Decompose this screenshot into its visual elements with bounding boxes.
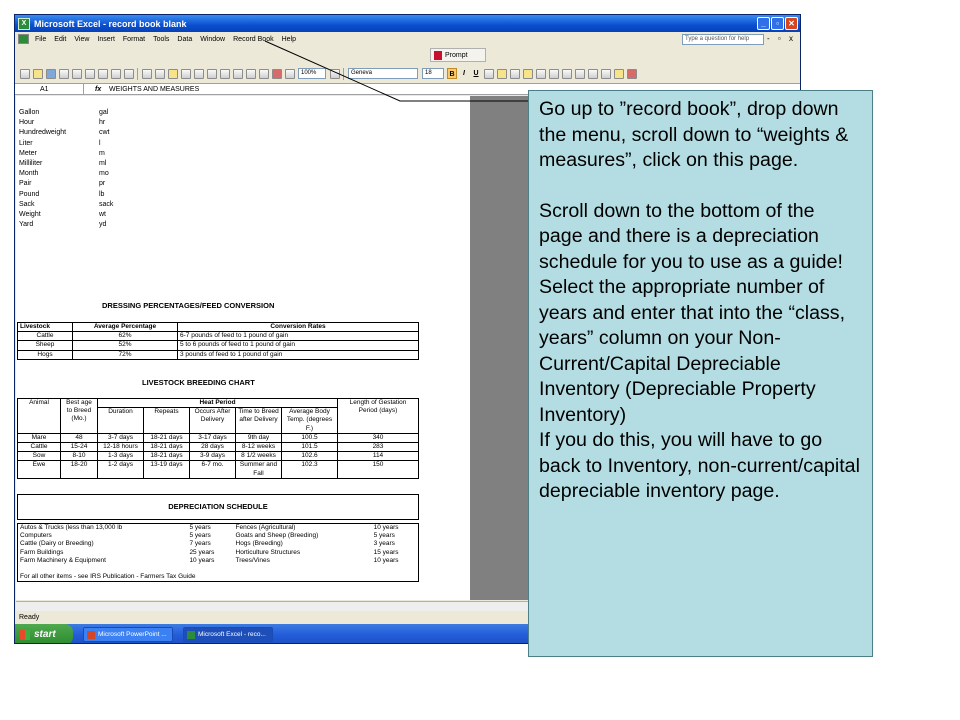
table-cell: Computers — [20, 532, 52, 540]
breeding-sub-temp: Average Body Temp. (degrees F.) — [282, 408, 338, 434]
zoom-select[interactable]: 100% — [298, 68, 326, 79]
unit-abbreviation: cwt — [99, 129, 110, 137]
new-icon[interactable] — [20, 69, 30, 79]
title-bar — [15, 15, 800, 32]
table-cell: 5 to 6 pounds of feed to 1 pound of gain — [178, 341, 419, 350]
font-select[interactable]: Geneva — [348, 68, 418, 79]
unit-name: Weight — [19, 211, 41, 218]
breeding-header-bestage: Best age to Breed (Mo.) — [61, 399, 98, 434]
unit-abbreviation: mo — [99, 170, 109, 178]
table-cell: 102.6 — [282, 452, 338, 461]
unit-abbreviation: m — [99, 149, 105, 157]
table-cell: 9th day — [236, 433, 282, 442]
callout-paragraph-3: If you do this, you will have to go back to Inventory, non-current/capital depreciable inventory page. — [539, 429, 860, 502]
depreciation-row — [18, 524, 419, 533]
spelling-icon[interactable] — [111, 69, 121, 79]
breeding-sub-occurs: Occurs After Delivery — [190, 408, 236, 434]
table-cell: 6-7 mo. — [190, 461, 236, 478]
window-title: Microsoft Excel - record book blank — [34, 18, 187, 29]
drawing-icon[interactable] — [285, 69, 295, 79]
breeding-sub-timetobreed: Time to Breed after Delivery — [236, 408, 282, 434]
dressing-header-conversion: Conversion Rates — [178, 323, 419, 332]
depreciation-rows — [18, 524, 419, 566]
print-icon[interactable] — [85, 69, 95, 79]
table-cell: 10 years — [189, 556, 215, 564]
unit-abbreviation: l — [99, 139, 101, 147]
prompt-button-label: Prompt — [445, 51, 468, 59]
depreciation-row — [18, 532, 419, 540]
table-cell: Goats and Sheep (Breeding) — [235, 532, 319, 540]
underline-button[interactable]: U — [473, 70, 479, 77]
minimize-icon[interactable]: _ — [757, 17, 770, 30]
document-icon[interactable] — [18, 34, 29, 44]
unit-name: Pair — [19, 180, 32, 188]
email-icon[interactable] — [72, 69, 82, 79]
table-cell: Fences (Agricultural) — [235, 524, 296, 531]
breeding-row — [18, 433, 419, 442]
table-cell: 5 years — [189, 532, 211, 540]
depreciation-table — [17, 523, 419, 582]
breeding-sub-duration: Duration — [98, 408, 144, 434]
table-cell: 18-20 — [61, 461, 98, 478]
toolbar-separator — [343, 68, 344, 80]
table-cell: 8 1/2 weeks — [236, 452, 282, 461]
unit-name: Gallon — [19, 109, 40, 116]
table-cell: Hogs — [18, 350, 73, 359]
table-cell: 3-17 days — [190, 433, 236, 442]
formula-input[interactable]: WEIGHTS AND MEASURES — [109, 86, 200, 93]
table-cell: 100.5 — [282, 433, 338, 442]
table-cell: 28 days — [190, 443, 236, 452]
sort-ascending-icon[interactable] — [246, 69, 256, 79]
formatting-toolbar — [15, 65, 800, 82]
unit-abbreviation: yd — [99, 221, 107, 229]
close-icon[interactable]: ✕ — [785, 17, 798, 30]
research-icon[interactable] — [124, 69, 134, 79]
name-box[interactable]: A1 — [18, 84, 84, 95]
unit-name: Liter — [19, 139, 33, 147]
depreciation-title: DEPRECIATION SCHEDULE — [18, 495, 419, 520]
unit-abbreviation: lb — [99, 190, 105, 198]
unit-name: Month — [19, 170, 39, 178]
unit-abbreviation: ml — [99, 160, 107, 167]
unit-name: Pound — [19, 190, 40, 198]
merge-center-icon[interactable] — [523, 69, 533, 79]
format-painter-icon[interactable] — [181, 69, 191, 79]
unit-name: Hour — [19, 119, 35, 127]
table-cell: 5 years — [189, 524, 211, 531]
table-cell: Cattle (Dairy or Breeding) — [20, 540, 94, 548]
table-cell: Hogs (Breeding) — [235, 540, 283, 548]
table-cell: 7 years — [189, 540, 211, 548]
italic-button[interactable]: I — [463, 70, 465, 77]
table-cell: 8-12 weeks — [236, 443, 282, 452]
dressing-rows — [18, 332, 419, 360]
window-controls — [757, 17, 798, 30]
save-icon[interactable] — [46, 69, 56, 79]
dressing-row — [18, 350, 419, 359]
unit-name: Meter — [19, 149, 37, 157]
depreciation-row — [18, 557, 419, 565]
table-cell: 12-18 hours — [98, 443, 144, 452]
unit-name: Hundredweight — [19, 129, 67, 137]
align-right-icon[interactable] — [510, 69, 520, 79]
table-cell: 3-9 days — [190, 452, 236, 461]
table-cell: 15-24 — [61, 443, 98, 452]
table-cell: Trees/Vines — [235, 556, 270, 564]
callout-paragraph-2: Scroll down to the bottom of the page and there is a depreciation schedule for you to use as a guide! Select the appropriate number of years and enter that into the “class, years” column on your Non-Current/Capital Depreciable Inventory (Depreciable Property Inventory) — [539, 199, 846, 426]
menu-edit[interactable]: Edit — [54, 35, 67, 43]
menu-help[interactable]: Help — [281, 35, 296, 43]
document-controls[interactable]: - ▫ x — [767, 34, 796, 43]
table-cell: 150 — [338, 461, 419, 478]
menu-file[interactable]: File — [35, 35, 47, 43]
menu-tools[interactable]: Tools — [153, 35, 170, 43]
task-powerpoint-label: Microsoft PowerPoint ... — [98, 631, 167, 638]
table-cell: 52% — [73, 341, 178, 350]
table-cell: 13-19 days — [144, 461, 190, 478]
start-label: start — [34, 629, 56, 640]
dressing-header-livestock: Livestock — [18, 323, 73, 332]
breeding-header-gestation: Length of Gestation Period (days) — [338, 399, 419, 434]
unit-name: Sack — [19, 200, 35, 208]
depreciation-row — [18, 540, 419, 548]
dressing-row — [18, 341, 419, 350]
breeding-row — [18, 443, 419, 452]
paste-icon[interactable] — [168, 69, 178, 79]
unit-abbreviation: wt — [99, 211, 106, 218]
table-cell: Ewe — [18, 461, 61, 478]
start-button[interactable] — [15, 624, 73, 644]
open-icon[interactable] — [33, 69, 43, 79]
pdf-icon — [434, 51, 442, 60]
currency-icon[interactable] — [536, 69, 546, 79]
unit-name: Milliliter — [19, 160, 43, 167]
table-cell: 25 years — [189, 548, 215, 556]
restore-icon[interactable]: ▫ — [771, 17, 784, 30]
task-powerpoint[interactable] — [83, 627, 173, 642]
table-cell: Sow — [18, 452, 61, 461]
table-cell: 1-3 days — [98, 452, 144, 461]
breeding-row — [18, 461, 419, 478]
table-cell: 5 years — [373, 532, 395, 540]
table-cell: 10 years — [373, 556, 399, 564]
menu-record-book[interactable]: Record Book — [233, 35, 274, 43]
table-cell: Mare — [18, 433, 61, 442]
table-cell: 114 — [338, 452, 419, 461]
table-cell: Farm Machinery & Equipment — [20, 556, 106, 564]
breeding-row — [18, 452, 419, 461]
align-left-icon[interactable] — [484, 69, 494, 79]
toolbar-separator — [137, 68, 138, 80]
function-icon[interactable]: fx — [95, 86, 102, 93]
windows-flag-icon — [20, 630, 30, 640]
table-cell: Cattle — [18, 332, 73, 341]
hyperlink-icon[interactable] — [220, 69, 230, 79]
font-color-icon[interactable] — [627, 69, 637, 79]
font-size-select[interactable]: 18 — [422, 68, 444, 79]
percent-icon[interactable] — [549, 69, 559, 79]
table-cell: 6-7 pounds of feed to 1 pound of gain — [178, 332, 419, 341]
copy-icon[interactable] — [155, 69, 165, 79]
indent-icon[interactable] — [588, 69, 598, 79]
table-cell: 340 — [338, 433, 419, 442]
align-center-icon[interactable] — [497, 69, 507, 79]
table-cell: 18-21 days — [144, 443, 190, 452]
increase-decimal-icon[interactable] — [575, 69, 585, 79]
dressing-header-average: Average Percentage — [73, 323, 178, 332]
unit-abbreviation: hr — [99, 119, 106, 127]
permission-icon[interactable] — [59, 69, 69, 79]
table-cell: Autos & Trucks (less than 13,000 lb — [20, 524, 123, 531]
comma-icon[interactable] — [562, 69, 572, 79]
task-excel-label: Microsoft Excel - reco... — [198, 631, 266, 638]
menu-view[interactable]: View — [74, 35, 90, 43]
table-cell: Farm Buildings — [20, 548, 64, 556]
breeding-header-animal: Animal — [18, 399, 61, 434]
redo-icon[interactable] — [207, 69, 217, 79]
menu-format[interactable]: Format — [122, 35, 146, 43]
excel-app-icon: X — [18, 18, 30, 30]
sort-descending-icon[interactable] — [259, 69, 269, 79]
powerpoint-icon — [87, 631, 95, 639]
table-cell: Summer and Fall — [236, 461, 282, 478]
table-cell: 3-7 days — [98, 433, 144, 442]
unit-abbreviation: sack — [99, 200, 114, 208]
dressing-row — [18, 332, 419, 341]
table-cell: 1-2 days — [98, 461, 144, 478]
breeding-sub-repeats: Repeats — [144, 408, 190, 434]
callout-paragraph-1: Go up to ”record book”, drop down the menu, scroll down to “weights & measures”, click on this page. — [539, 98, 849, 171]
table-cell: 72% — [73, 350, 178, 359]
excel-icon — [187, 631, 195, 639]
menu-data[interactable]: Data — [177, 35, 193, 43]
table-cell: Horticulture Structures — [235, 548, 301, 556]
autosum-icon[interactable] — [233, 69, 243, 79]
menu-window[interactable]: Window — [200, 35, 226, 43]
unit-abbreviation: gal — [99, 109, 109, 116]
menu-insert[interactable]: Insert — [97, 35, 115, 43]
table-cell: 10 years — [373, 524, 399, 531]
table-cell: 3 years — [373, 540, 395, 548]
ask-question-input[interactable]: Type a question for help — [682, 34, 764, 45]
breeding-table — [17, 398, 419, 479]
borders-icon[interactable] — [601, 69, 611, 79]
status-bar: Ready — [19, 614, 40, 621]
table-cell: 62% — [73, 332, 178, 341]
table-cell: 15 years — [373, 548, 399, 556]
task-excel[interactable] — [183, 627, 273, 642]
unit-abbreviation: pr — [99, 180, 106, 188]
table-cell: 18-21 days — [144, 452, 190, 461]
prompt-button[interactable] — [430, 48, 486, 62]
table-cell: Sheep — [18, 341, 73, 350]
table-cell: 3 pounds of feed to 1 pound of gain — [178, 350, 419, 359]
dressing-table — [17, 322, 419, 360]
table-cell: Cattle — [18, 443, 61, 452]
unit-name: Yard — [19, 221, 34, 229]
cut-icon[interactable] — [142, 69, 152, 79]
print-preview-icon[interactable] — [98, 69, 108, 79]
table-cell: 101.5 — [282, 443, 338, 452]
table-cell: 8-10 — [61, 452, 98, 461]
worksheet[interactable] — [16, 96, 470, 600]
dressing-title: DRESSING PERCENTAGES/FEED CONVERSION — [102, 301, 275, 310]
breeding-header-heat: Heat Period — [98, 399, 338, 408]
chart-wizard-icon[interactable] — [272, 69, 282, 79]
table-cell: 48 — [61, 433, 98, 442]
help-icon[interactable] — [330, 69, 340, 79]
depreciation-footer: For all other items - see IRS Publication - Farmers Tax Guide — [20, 573, 196, 581]
breeding-title: LIVESTOCK BREEDING CHART — [142, 378, 255, 387]
table-cell: 18-21 days — [144, 433, 190, 442]
bold-button[interactable]: B — [447, 68, 457, 79]
table-cell: 102.3 — [282, 461, 338, 478]
table-cell: 283 — [338, 443, 419, 452]
depreciation-title-box — [17, 494, 419, 520]
undo-icon[interactable] — [194, 69, 204, 79]
instruction-callout — [528, 90, 873, 657]
depreciation-row — [18, 549, 419, 557]
breeding-rows — [18, 433, 419, 478]
fill-color-icon[interactable] — [614, 69, 624, 79]
